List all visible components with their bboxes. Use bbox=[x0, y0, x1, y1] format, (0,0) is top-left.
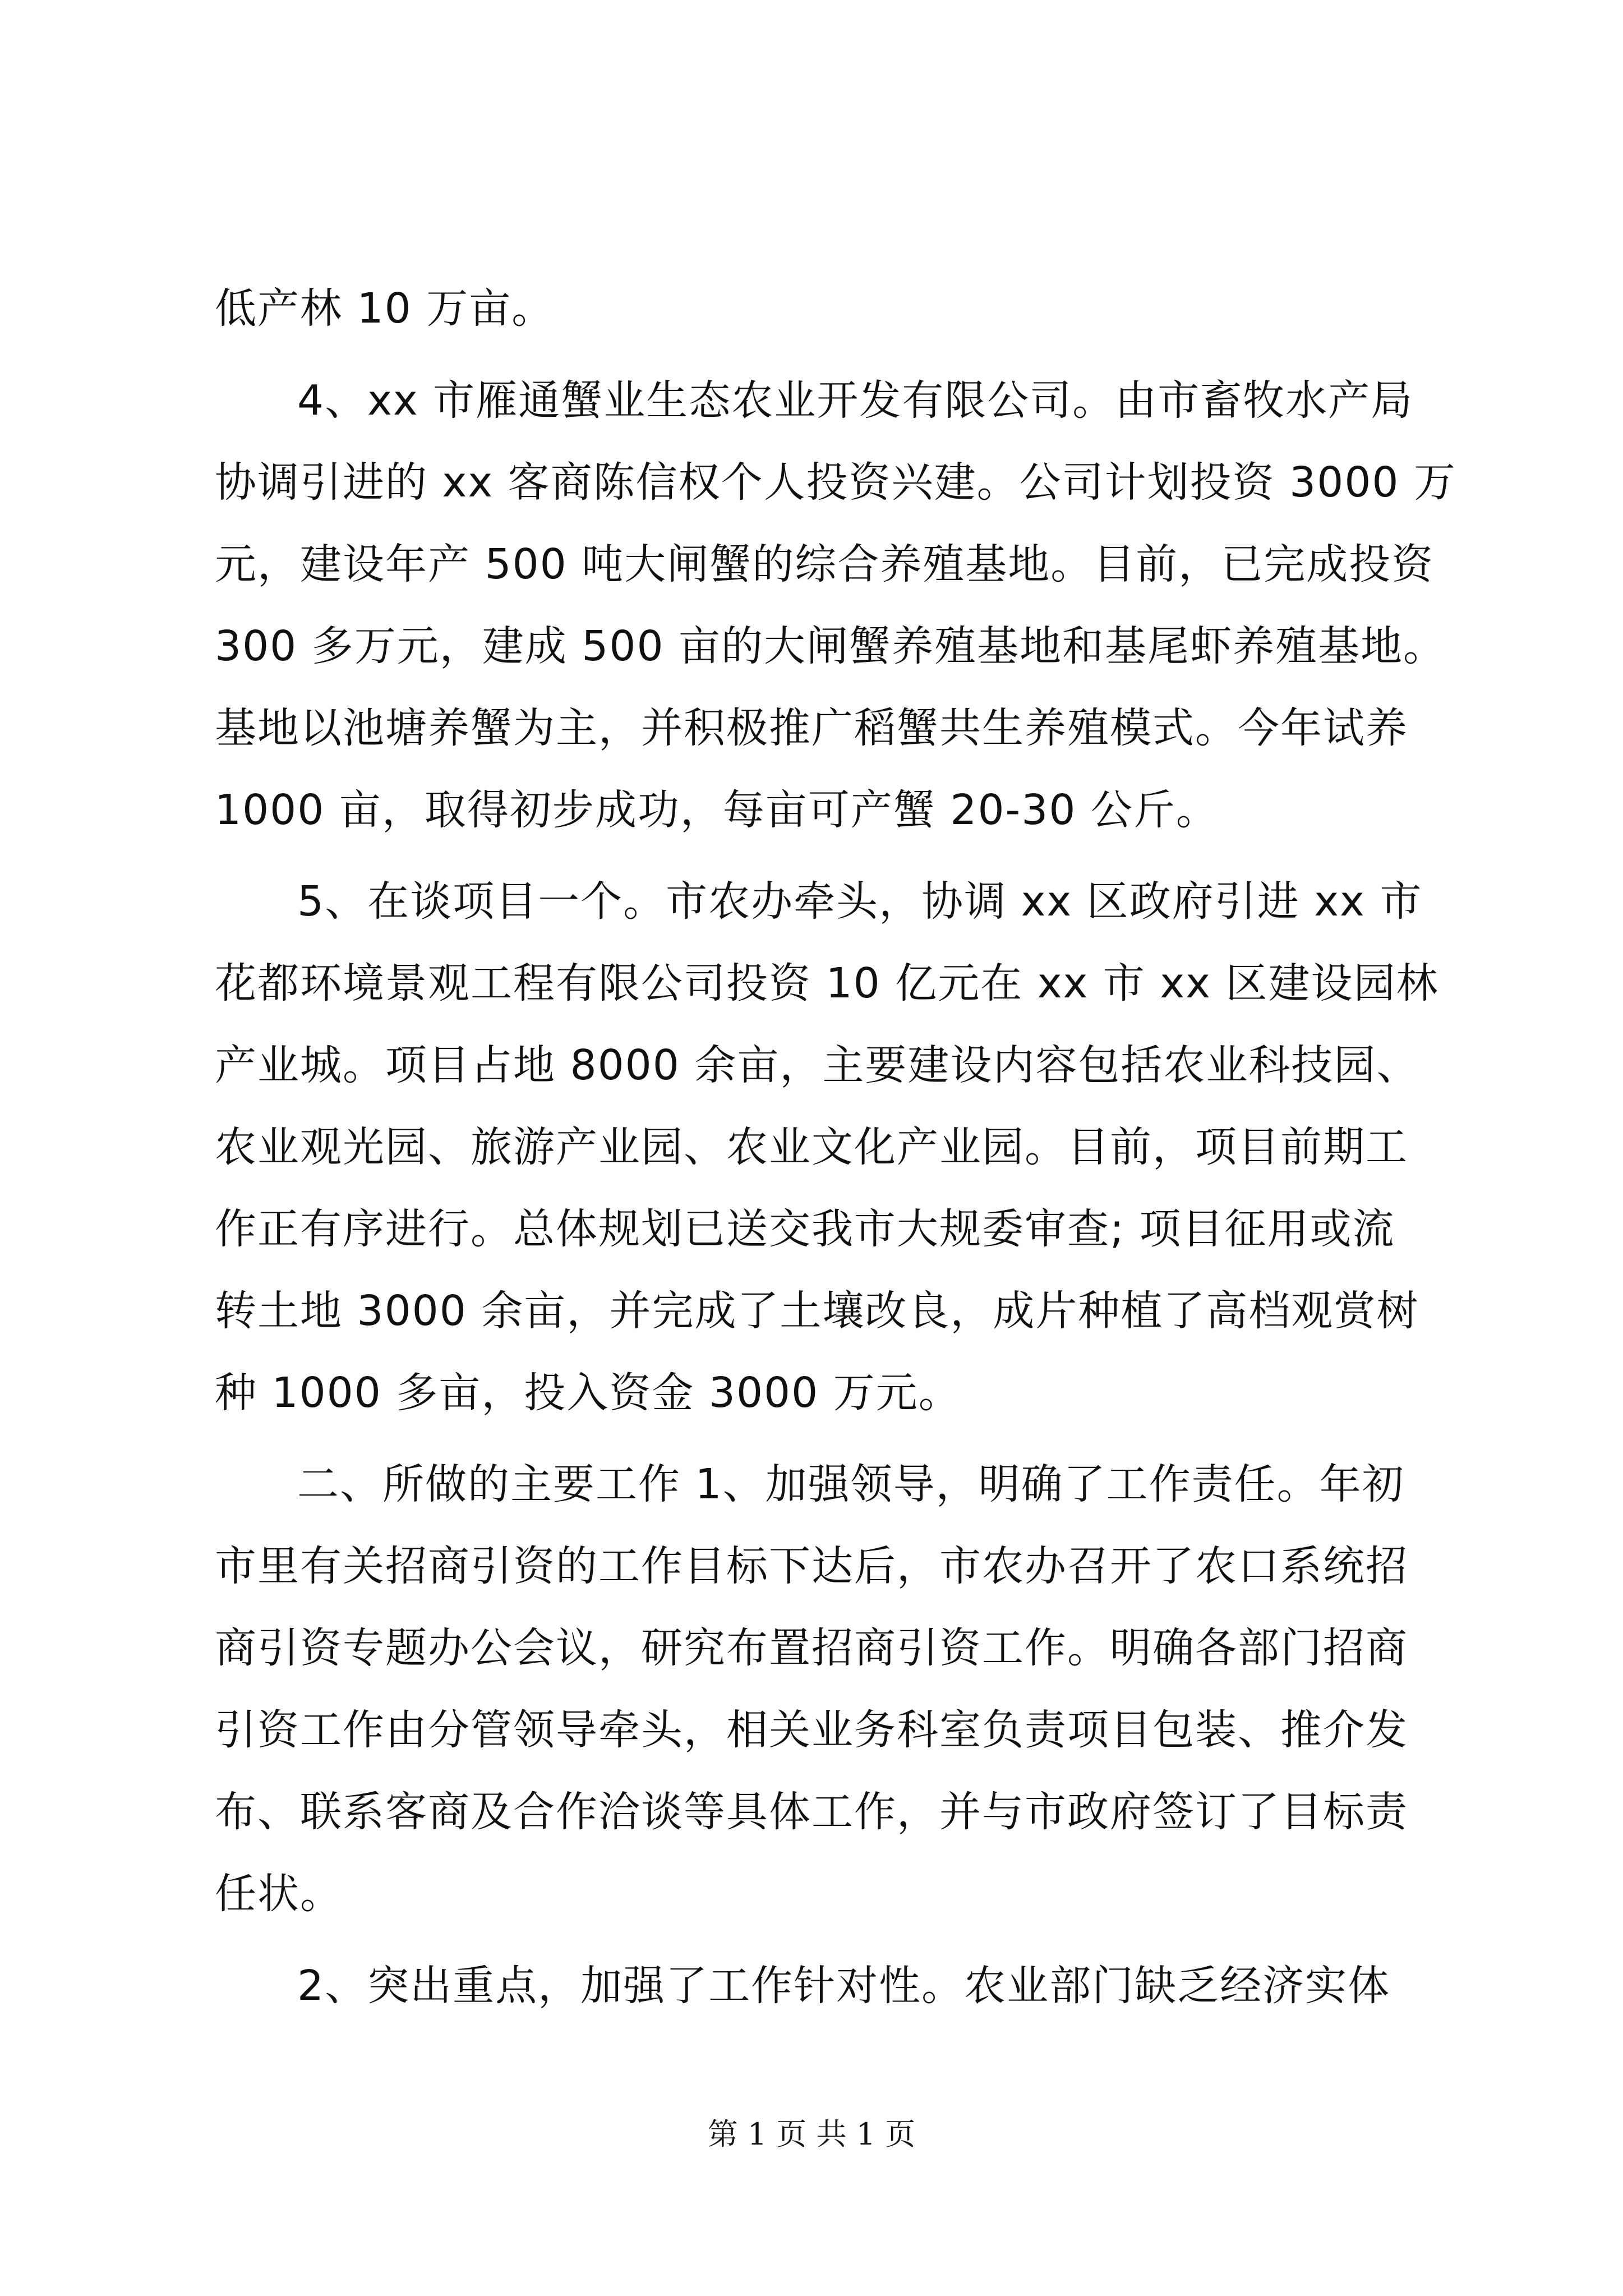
text-line: 基地以池塘养蟹为主，并积极推广稻蟹共生养殖模式。今年试养 bbox=[215, 704, 1408, 752]
text-line: 布、联系客商及合作洽谈等具体工作，并与市政府签订了目标责 bbox=[215, 1788, 1408, 1836]
text-line: 农业观光园、旅游产业园、农业文化产业园。目前，项目前期工 bbox=[215, 1123, 1408, 1171]
text-line: 元，建设年产 500 吨大闸蟹的综合养殖基地。目前，已完成投资 bbox=[215, 540, 1435, 588]
paragraph-5-start: 5、在谈项目一个。市农办牵头，协调 xx 区政府引进 xx 市 bbox=[297, 877, 1423, 926]
section-2-start: 二、所做的主要工作 1、加强领导，明确了工作责任。年初 bbox=[297, 1460, 1405, 1508]
paragraph-4-start: 4、xx 市雁通蟹业生态农业开发有限公司。由市畜牧水产局 bbox=[297, 376, 1414, 425]
text-line: 花都环境景观工程有限公司投资 10 亿元在 xx 市 xx 区建设园林 bbox=[215, 959, 1439, 1007]
paragraph-2-start: 2、突出重点，加强了工作针对性。农业部门缺乏经济实体 bbox=[297, 1962, 1391, 2010]
text-line: 产业城。项目占地 8000 余亩，主要建设内容包括农业科技园、 bbox=[215, 1041, 1419, 1089]
text-line: 市里有关招商引资的工作目标下达后，市农办召开了农口系统招 bbox=[215, 1542, 1408, 1590]
text-line: 商引资专题办公会议，研究布置招商引资工作。明确各部门招商 bbox=[215, 1624, 1408, 1672]
text-line: 引资工作由分管领导牵头，相关业务科室负责项目包装、推介发 bbox=[215, 1706, 1408, 1754]
text-line: 300 多万元，建成 500 亩的大闸蟹养殖基地和基尾虾养殖基地。 bbox=[215, 622, 1446, 670]
page-footer: 第 1 页 共 1 页 bbox=[707, 2116, 916, 2152]
text-line: 低产林 10 万亩。 bbox=[215, 284, 555, 333]
text-line: 转土地 3000 余亩，并完成了土壤改良，成片种植了高档观赏树 bbox=[215, 1287, 1419, 1335]
text-line: 1000 亩，取得初步成功，每亩可产蟹 20-30 公斤。 bbox=[215, 786, 1219, 834]
text-line: 作正有序进行。总体规划已送交我市大规委审查; 项目征用或流 bbox=[215, 1205, 1395, 1253]
text-line: 任状。 bbox=[215, 1870, 343, 1918]
text-line: 协调引进的 xx 客商陈信权个人投资兴建。公司计划投资 3000 万 bbox=[215, 458, 1456, 507]
text-line: 种 1000 多亩，投入资金 3000 万元。 bbox=[215, 1369, 961, 1417]
